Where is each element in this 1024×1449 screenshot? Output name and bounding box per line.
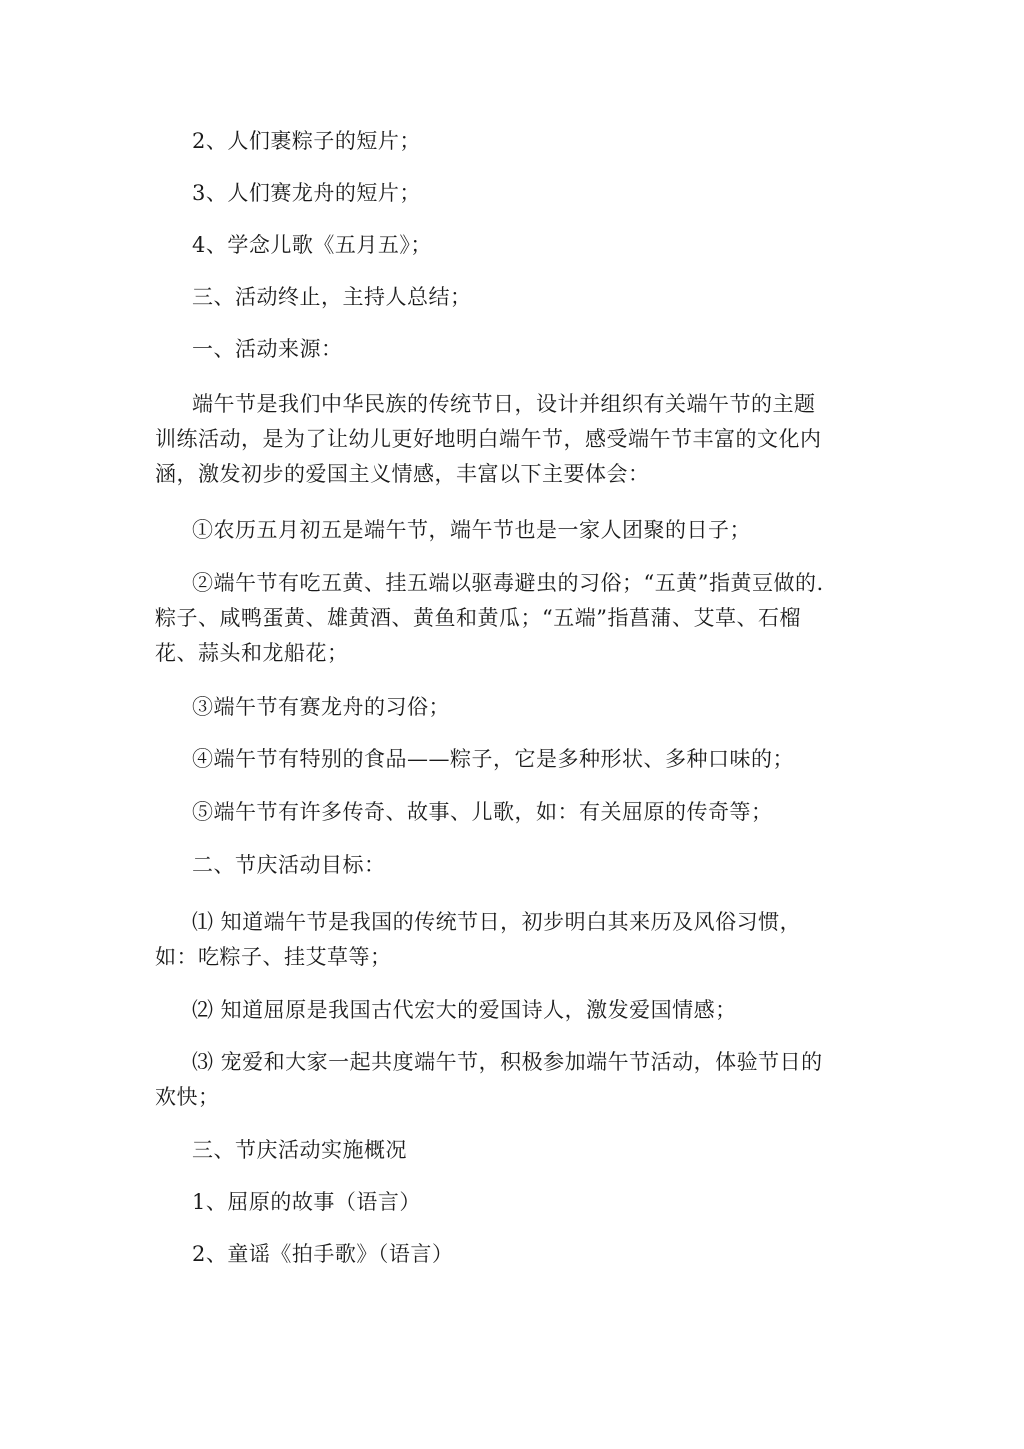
point-4: ④端午节有特别的食品——粽子，它是多种形状、多种口味的； [192,747,794,771]
list-item-2: 2、人们裹粽子的短片； [192,129,421,153]
list-item-4: 4、学念儿歌《五月五》； [192,233,432,257]
section-heading-implementation: 三、节庆活动实施概况 [192,1138,407,1162]
section-heading-origin: 一、活动来源： [192,337,343,361]
activity-item-1: 1、屈原的故事（语言） [192,1190,421,1214]
point-3: ③端午节有赛龙舟的习俗； [192,695,450,719]
origin-paragraph: 端午节是我们中华民族的传统节日，设计并组织有关端午节的主题训练活动，是为了让幼儿更好地明白端午节，感受端午节丰富的文化内涵，激发初步的爱国主义情感，丰富以下主要体会： [155,392,822,486]
section-heading-conclusion: 三、活动终止，主持人总结； [192,285,472,309]
activity-item-2: 2、童谣《拍手歌》（语言） [192,1242,454,1266]
point-2: ②端午节有吃五黄、挂五端以驱毒避虫的习俗；“五黄”指黄豆做的.粽子、咸鸭蛋黄、雄黄酒、黄鱼和黄瓜；“五端”指菖蒲、艾草、石榴花、蒜头和龙船花； [155,571,824,665]
point-5: ⑤端午节有许多传奇、故事、儿歌，如：有关屈原的传奇等； [192,800,773,824]
goal-1: ⑴ 知道端午节是我国的传统节日，初步明白其来历及风俗习惯，如：吃粽子、挂艾草等； [155,910,802,969]
list-item-3: 3、人们赛龙舟的短片； [192,181,421,205]
point-1: ①农历五月初五是端午节，端午节也是一家人团聚的日子； [192,518,751,542]
section-heading-goals: 二、节庆活动目标： [192,853,386,877]
goal-2: ⑵ 知道屈原是我国古代宏大的爱国诗人，激发爱国情感； [192,998,737,1022]
goal-3: ⑶ 宠爱和大家一起共度端午节，积极参加端午节活动，体验节日的欢快； [155,1050,823,1109]
